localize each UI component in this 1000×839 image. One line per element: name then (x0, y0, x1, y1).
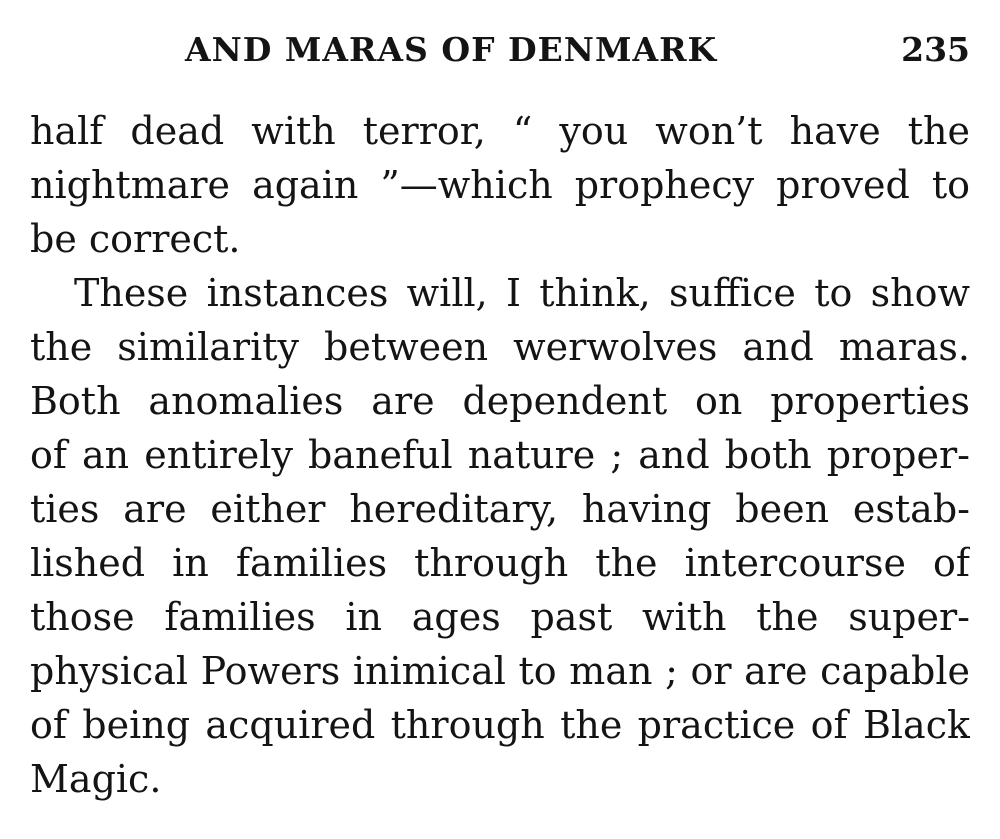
body-text (30, 104, 970, 806)
page-number: 235 (901, 30, 970, 69)
text-line: These instances will, I think, suffice to show (74, 271, 970, 315)
text-line: of being acquired through the practice of Black (30, 703, 970, 747)
text-line: be correct. (30, 217, 241, 261)
text-line: nightmare again ”—which prophecy proved to (30, 163, 970, 207)
running-head (30, 30, 970, 80)
text-line: physical Powers inimical to man ; or are capable (30, 649, 970, 693)
text-line: half dead with terror, “ you won’t have the (30, 109, 970, 153)
text-line: of an entirely baneful nature ; and both proper- (30, 433, 970, 477)
text-line: those families in ages past with the super- (30, 595, 970, 639)
running-title: AND MARAS OF DENMARK (185, 30, 718, 69)
text-line: Magic. (30, 757, 162, 801)
text-line: ties are either hereditary, having been estab- (30, 487, 970, 531)
text-line: lished in families through the intercourse of (30, 541, 970, 585)
text-line: the similarity between werwolves and maras. (30, 325, 970, 369)
text-line: Both anomalies are dependent on properties (30, 379, 970, 423)
